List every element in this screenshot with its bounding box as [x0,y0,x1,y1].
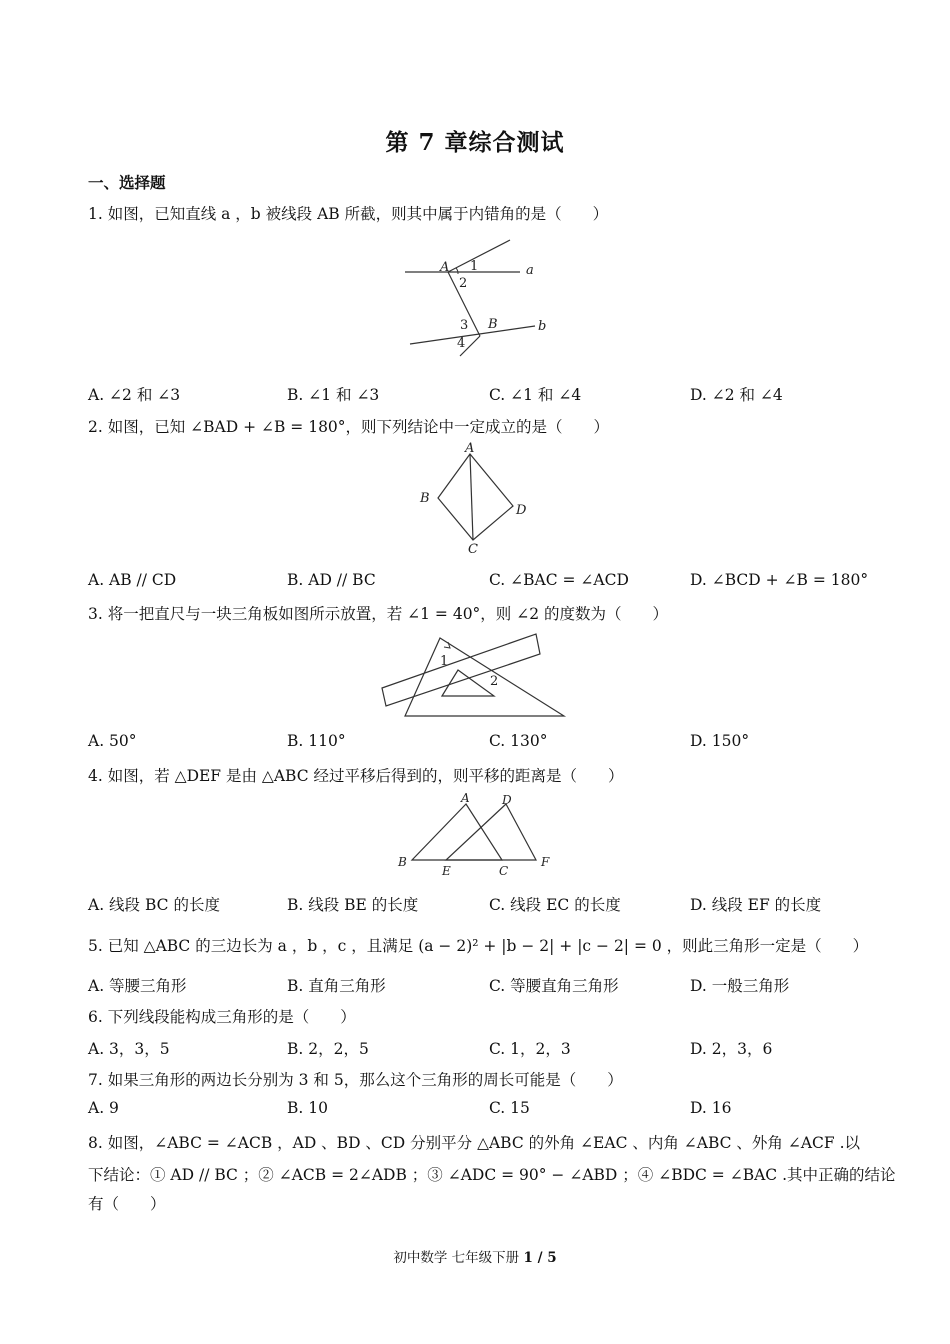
q6-option-c: C. 1，2，3 [489,1040,571,1058]
q4-label-c: C [499,864,509,878]
q1-label-3: 3 [460,318,469,333]
q4-option-d: D. 线段 EF 的长度 [690,896,822,914]
section-heading: 一、选择题 [88,173,166,192]
page-number: 1 / 5 [523,1250,557,1266]
q4-option-b: B. 线段 BE 的长度 [287,896,419,914]
q2-label-d: D [516,503,527,518]
q7-option-d: D. 16 [690,1099,732,1117]
q2-option-d: D. ∠BCD + ∠B = 180° [690,571,869,589]
q7-option-b: B. 10 [287,1099,328,1117]
question-2-stem: 2. 如图，已知 ∠BAD + ∠B = 180°，则下列结论中一定成立的是（ ） [88,418,610,436]
q1-option-b: B. ∠1 和 ∠3 [287,386,380,404]
q4-label-b: B [398,855,407,869]
q4-label-d: D [502,793,512,807]
q2-label-c: C [468,542,478,557]
q3-label-2: 2 [490,674,499,689]
q1-label-line-a: a [526,263,534,278]
q1-label-a-point: A [440,260,450,275]
page-title: 第 7 章综合测试 [385,129,565,156]
q1-label-b-point: B [488,317,498,332]
question-4-stem: 4. 如图，若 △DEF 是由 △ABC 经过平移后得到的，则平移的距离是（ ） [88,767,624,785]
q3-option-c: C. 130° [489,732,548,750]
q4-label-f: F [541,855,550,869]
q1-option-a: A. ∠2 和 ∠3 [88,386,181,404]
page-footer [0,1246,950,1266]
question-5-stem: 5. 已知 △ABC 的三边长为 a ，b ，c ，且满足 (a − 2)² + |b − 2| + |c − 2| = 0 ，则此三角形一定是（ ） [88,937,869,955]
q6-option-b: B. 2，2，5 [287,1040,369,1058]
q1-label-4: 4 [457,336,466,351]
question-2-figure [410,440,540,558]
q1-label-1: 1 [470,259,479,274]
q5-option-c: C. 等腰直角三角形 [489,977,619,995]
q1-option-d: D. ∠2 和 ∠4 [690,386,783,404]
question-8-stem-line-1: 8. 如图，∠ABC = ∠ACB ，AD 、BD 、CD 分别平分 △ABC 的外角 ∠EAC 、内角 ∠ABC 、外角 ∠ACF .以 [88,1134,861,1152]
q6-option-d: D. 2，3，6 [690,1040,773,1058]
q1-label-2: 2 [459,276,468,291]
q5-option-d: D. 一般三角形 [690,977,790,995]
q4-label-a: A [461,791,470,805]
q4-option-c: C. 线段 EC 的长度 [489,896,621,914]
question-3-figure [378,630,570,720]
q2-option-c: C. ∠BAC = ∠ACD [489,571,629,589]
q5-option-a: A. 等腰三角形 [88,977,187,995]
q1-option-c: C. ∠1 和 ∠4 [489,386,582,404]
q6-option-a: A. 3，3，5 [88,1040,170,1058]
q3-label-1: 1 [440,654,449,669]
question-7-stem: 7. 如果三角形的两边长分别为 3 和 5，那么这个三角形的周长可能是（ ） [88,1071,623,1089]
q4-label-e: E [442,864,451,878]
q7-option-a: A. 9 [88,1099,119,1117]
q4-option-a: A. 线段 BC 的长度 [88,896,220,914]
q1-label-line-b: b [538,319,547,334]
q7-option-c: C. 15 [489,1099,530,1117]
question-4-figure [394,790,564,880]
q2-option-a: A. AB // CD [88,571,177,589]
q2-option-b: B. AD // BC [287,571,376,589]
q2-label-a: A [465,441,475,456]
question-8-stem-line-3: 有（ ） [88,1195,166,1213]
question-3-stem: 3. 将一把直尺与一块三角板如图所示放置，若 ∠1 = 40°，则 ∠2 的度数为（ ） [88,605,669,623]
question-1-stem: 1. 如图，已知直线 a ，b 被线段 AB 所截，则其中属于内错角的是（ ） [88,205,609,223]
q3-option-a: A. 50° [88,732,137,750]
q3-option-d: D. 150° [690,732,750,750]
footer-text: 初中数学 七年级下册 [393,1250,524,1266]
q5-option-b: B. 直角三角形 [287,977,386,995]
question-1-figure [400,236,560,372]
question-6-stem: 6. 下列线段能构成三角形的是（ ） [88,1008,356,1026]
q2-label-b: B [420,491,430,506]
q3-option-b: B. 110° [287,732,346,750]
question-8-stem-line-2: 下结论：① AD // BC ；② ∠ACB = 2∠ADB ；③ ∠ADC = 90° − ∠ABD ；④ ∠BDC = ∠BAC .其中正确的结论 [88,1166,896,1184]
